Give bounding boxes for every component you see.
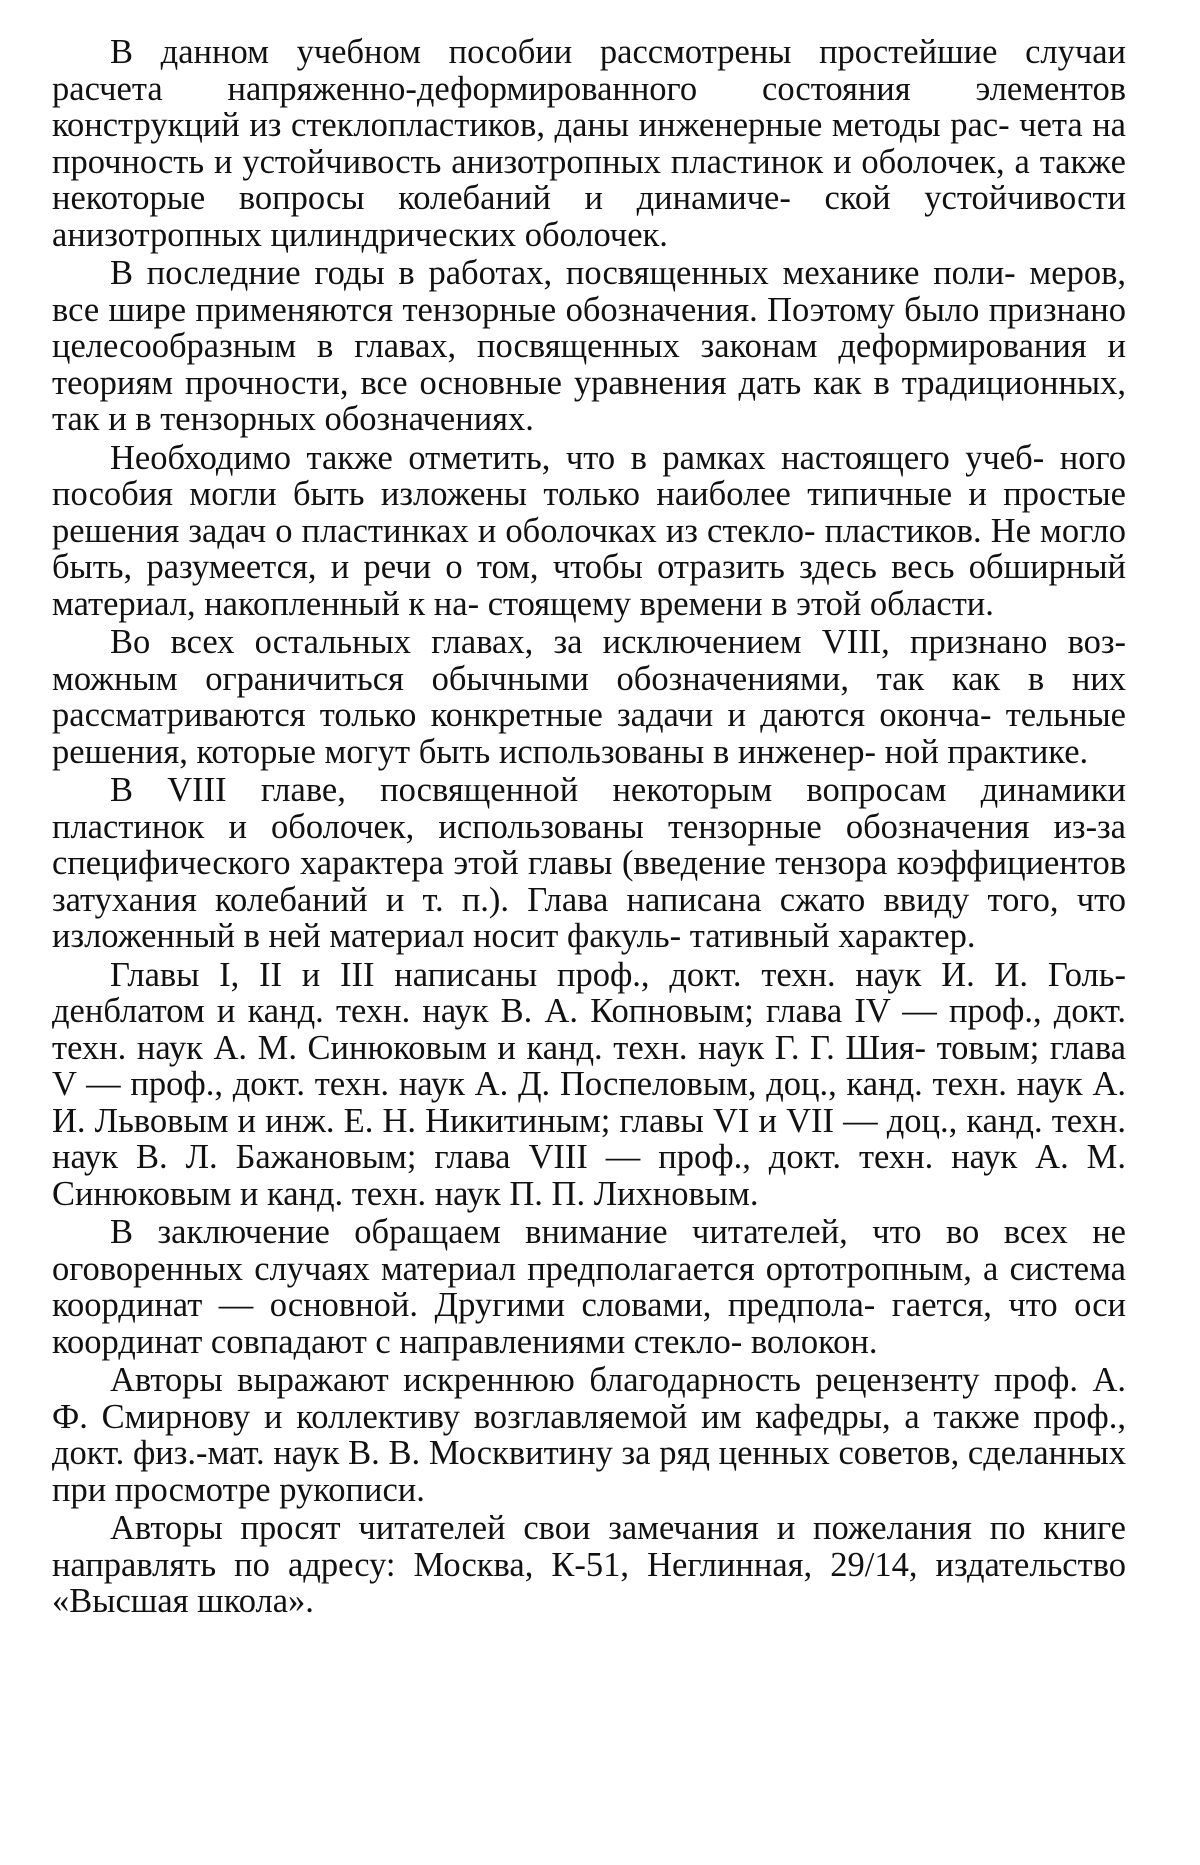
paragraph-feedback-address: Авторы просят читателей свои замечания и пожелания по книге направлять по адресу: Москва, К-51, Неглинная, 29/14, издательство «Высшая школа». <box>52 1509 1126 1620</box>
paragraph-intro: В данном учебном пособии рассмотрены простейшие случаи расчета напряженно-деформированного состояния элементов конструкций из стеклопластиков, даны инженерные методы рас- чета на прочность и устойчивость анизотропных пластинок и оболочек, а также некоторые вопросы колебаний и динамиче- ской устойчивости анизотропных цилиндрических оболочек. <box>52 33 1126 254</box>
text-page <box>52 34 1126 1834</box>
paragraph-other-chapters: Во всех остальных главах, за исключением VIII, признано воз- можным ограничиться обычными обозначениями, так как в них рассматриваются только конкретные задачи и даются оконча- тельные решения, которые могут быть использованы в инженер- ной практике. <box>52 623 1126 771</box>
paragraph-acknowledgements: Авторы выражают искреннюю благодарность рецензенту проф. А. Ф. Смирнову и коллективу возглавляемой им кафедры, а также проф., докт. физ.-мат. наук В. В. Москвитину за ряд ценных советов, сделанных при просмотре рукописи. <box>52 1361 1126 1509</box>
paragraph-tensor-notation: В последние годы в работах, посвященных механике поли- меров, все шире применяются тензорные обозначения. Поэтому было признано целесообразным в главах, посвященных законам деформирования и теориям прочности, все основные уравнения дать как в традиционных, так и в тензорных обозначениях. <box>52 254 1126 438</box>
paragraph-authors-by-chapter: Главы I, II и III написаны проф., докт. техн. наук И. И. Голь- денблатом и канд. техн. наук В. А. Копновым; глава IV — проф., докт. техн. наук А. М. Синюковым и канд. техн. наук Г. Г. Шия- товым; глава V — проф., докт. техн. наук А. Д. Поспеловым, доц., канд. техн. наук А. И. Львовым и инж. Е. Н. Никитиным; главы VI и VII — доц., канд. техн. наук В. Л. Бажановым; глава VIII — проф., докт. техн. наук А. М. Синюковым и канд. техн. наук П. П. Лихновым. <box>52 955 1126 1213</box>
paragraph-conclusion: В заключение обращаем внимание читателей, что во всех не оговоренных случаях материал предполагается ортотропным, а система координат — основной. Другими словами, предпола- гается, что оси координат совпадают с направлениями стекло- волокон. <box>52 1213 1126 1361</box>
paragraph-scope: Необходимо также отметить, что в рамках настоящего учеб- ного пособия могли быть изложены только наиболее типичные и простые решения задач о пластинках и оболочках из стекло- пластиков. Не могло быть, разумеется, и речи о том, чтобы отразить здесь весь обширный материал, накопленный к на- стоящему времени в этой области. <box>52 438 1126 623</box>
paragraph-chapter-eight: В VIII главе, посвященной некоторым вопросам динамики пластинок и оболочек, использованы тензорные обозначения из-за специфического характера этой главы (введение тензора коэффициентов затухания колебаний и т. п.). Глава написана сжато ввиду того, что изложенный в ней материал носит факуль- тативный характер. <box>52 771 1126 955</box>
